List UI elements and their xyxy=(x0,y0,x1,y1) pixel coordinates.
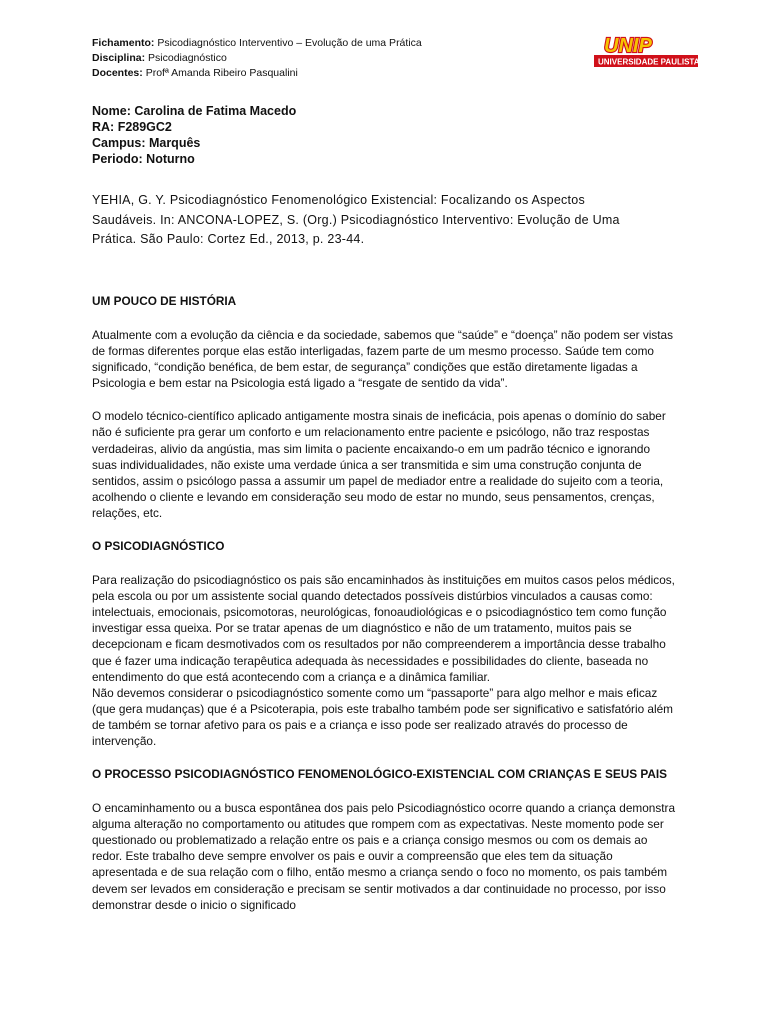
header-fichamento xyxy=(92,36,422,51)
paragraph: Não devemos considerar o psicodiagnóstico somente como um “passaporte” para algo melhor e mais eficaz (que gera mudanças) que é a Psicoterapia, pois este trabalho também pode ser significativo e satisfatório além de também se tornar afetivo para os pais e a criança e isso pode ser realizado através do processo de intervenção. xyxy=(92,685,673,748)
paragraph: Atualmente com a evolução da ciência e da sociedade, sabemos que “saúde” e “doença” não podem ser vistas de formas diferentes porque elas estão interligadas, fazem parte de um mesmo processo. Saúde tem como significado, “condição benéfica, de bem estar, de segurança” condições que estão diretamente ligadas a Psicologia e bem estar na Psicologia está ligado a “resgate de sentido da vida”. xyxy=(92,328,674,391)
student-name: Nome: Carolina de Fatima Macedo xyxy=(92,104,297,118)
header-docentes xyxy=(92,66,422,81)
logo-tagline: UNIVERSIDADE PAULISTA xyxy=(598,57,700,67)
section-title-historia: UM POUCO DE HISTÓRIA xyxy=(92,294,237,308)
document-header xyxy=(92,36,422,81)
docentes-label: Docentes: xyxy=(92,67,143,79)
logo-brand-text: UNIP xyxy=(604,35,652,57)
student-ra: RA: F289GC2 xyxy=(92,120,172,134)
fichamento-label: Fichamento: xyxy=(92,37,155,49)
student-campus: Campus: Marquês xyxy=(92,136,201,150)
unip-logo xyxy=(592,34,700,70)
student-periodo: Periodo: Noturno xyxy=(92,152,195,166)
paragraph: O modelo técnico-científico aplicado antigamente mostra sinais de ineficácia, pois apenas o domínio do saber não é suficiente pra gerar um conforto e um relacionamento entre paciente e psicólogo, não traz respostas verdadeiras, alivio da angústia, mas sim limita o paciente encaixando-o em um padrão técnico e ignorando suas individualidades, não existe uma verdade única a ser transmitida e sim uma construção conjunta de sentidos, assim o psicólogo passa a assumir um papel de mediador entre a realidade do sujeito com a teoria, acolhendo o cliente e levando em consideração seu modo de estar no mundo, seus pensamentos, crenças, relações, etc. xyxy=(92,409,666,520)
student-info xyxy=(92,103,296,167)
docentes-value: Profª Amanda Ribeiro Pasqualini xyxy=(145,67,298,79)
paragraph: O encaminhamento ou a busca espontânea dos pais pelo Psicodiagnóstico ocorre quando a criança demonstra alguma alteração no comportamento ou atitudes que rompem com as expectativas. Neste momento pode ser questionado ou problematizado a relação entre os pais e a criança consigo mesmos ou com os demais ao redor. Este trabalho deve sempre envolver os pais e ouvir a compreensão que eles tem da situação apresentada e de sua relação com o filho, então mesmo a criança sendo o foco no momento, os pais também devem ser levados em consideração e precisam se sentir motivados a dar continuidade no processo, por isso demonstrar desde o inicio o significado xyxy=(92,801,676,912)
fichamento-value: Psicodiagnóstico Interventivo – Evolução de uma Prática xyxy=(157,37,422,49)
section-title-processo: O PROCESSO PSICODIAGNÓSTICO FENOMENOLÓGICO-EXISTENCIAL COM CRIANÇAS E SEUS PAIS xyxy=(92,767,668,782)
disciplina-value: Psicodiagnóstico xyxy=(148,52,227,64)
bibliographic-reference: YEHIA, G. Y. Psicodiagnóstico Fenomenológico Existencial: Focalizando os Aspectos Saudáveis. In: ANCONA-LOPEZ, S. (Org.) Psicodiagnóstico Interventivo: Evolução de Uma Prática. São Paulo: Cortez Ed., 2013, p. 23-44. xyxy=(92,193,620,246)
section-title-psicodiagnostico: O PSICODIAGNÓSTICO xyxy=(92,539,225,554)
header-disciplina xyxy=(92,51,422,66)
disciplina-label: Disciplina: xyxy=(92,52,146,64)
paragraph: Para realização do psicodiagnóstico os pais são encaminhados às instituições em muitos casos pelos médicos, pela escola ou por um assistente social quando detectados possíveis distúrbios vinculados a causas como: intelectuais, emocionais, psicomotoras, neurológicas, fonoaudiológicas e o psicodiagnóstico tem como função investigar essa queixa. Por se tratar apenas de um diagnóstico e não de um tratamento, muitos pais se decepcionam e ficam desmotivados com os resultados por não compreenderem a importância desse trabalho que é fazer uma indicação terapêutica adequada às necessidades e possibilidades do cliente, baseada no entendimento do que está acontecendo com a criança e a dinâmica familiar. xyxy=(92,573,675,684)
document-body xyxy=(92,293,677,913)
